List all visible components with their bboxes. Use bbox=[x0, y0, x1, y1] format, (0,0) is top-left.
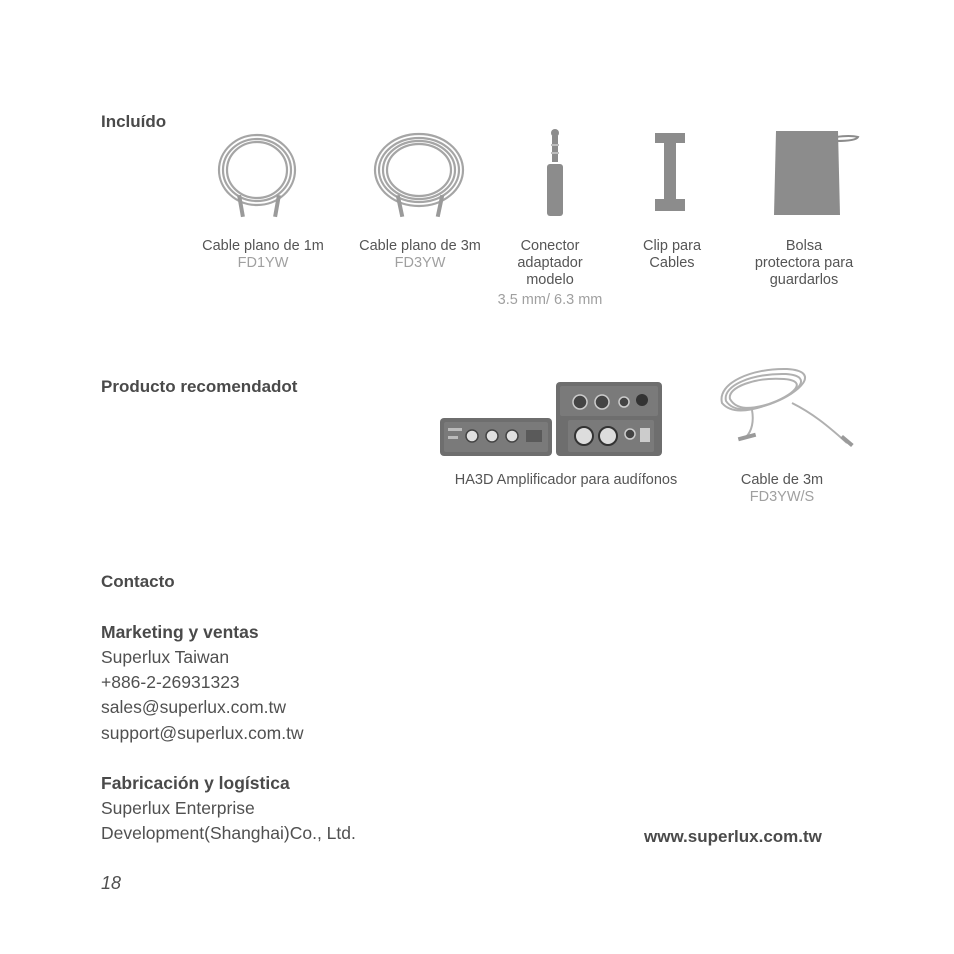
recommended-item-cable bbox=[722, 472, 842, 506]
included-heading: Incluído bbox=[101, 112, 167, 131]
cable-3m-image bbox=[372, 130, 467, 225]
plug-adapter-icon bbox=[543, 128, 567, 218]
included-item-clip bbox=[622, 238, 722, 272]
item-model: FD3YW/S bbox=[749, 489, 815, 505]
item-name: Cable plano de 1m bbox=[202, 238, 324, 254]
item-name-line: Bolsa bbox=[785, 238, 823, 254]
item-name-line: Clip para bbox=[642, 238, 702, 254]
marketing-company: Superlux Taiwan bbox=[101, 647, 230, 667]
manufacturing-company-line-2: Development(Shanghai)Co., Ltd. bbox=[101, 823, 356, 843]
headphone-amplifier-icon bbox=[438, 380, 668, 460]
cable-1m-image bbox=[215, 130, 300, 225]
marketing-sales-email: sales@superlux.com.tw bbox=[101, 697, 287, 717]
manufacturing-company-line-1: Superlux Enterprise bbox=[101, 798, 255, 818]
item-name: Cable de 3m bbox=[740, 472, 824, 488]
item-model: 3.5 mm/ 6.3 mm bbox=[497, 292, 603, 308]
item-name-line: adaptador bbox=[517, 255, 583, 271]
item-name-line: modelo bbox=[526, 272, 574, 288]
page-number: 18 bbox=[101, 873, 122, 893]
item-name-line: guardarlos bbox=[769, 272, 839, 288]
contact-heading: Contacto bbox=[101, 572, 175, 591]
item-name: HA3D Amplificador para audífonos bbox=[454, 472, 678, 488]
included-item-cable-1m bbox=[190, 238, 336, 272]
coiled-cable-image bbox=[712, 363, 857, 448]
included-item-cable-3m bbox=[347, 238, 493, 272]
marketing-heading: Marketing y ventas bbox=[101, 622, 259, 642]
marketing-support-email: support@superlux.com.tw bbox=[101, 723, 304, 743]
manufacturing-heading: Fabricación y logística bbox=[101, 773, 290, 793]
pouch-icon bbox=[770, 127, 862, 219]
item-name-line: Conector bbox=[520, 238, 580, 254]
marketing-phone: +886-2-26931323 bbox=[101, 672, 240, 692]
item-model: FD3YW bbox=[394, 255, 446, 271]
item-name-line: Cables bbox=[649, 255, 695, 271]
recommended-heading: Producto recomendadot bbox=[101, 377, 298, 396]
cable-clip-icon bbox=[655, 133, 687, 213]
recommended-item-amplifier bbox=[430, 472, 702, 489]
website-link[interactable]: www.superlux.com.tw bbox=[644, 827, 822, 846]
included-item-adapter bbox=[480, 238, 620, 309]
item-name: Cable plano de 3m bbox=[359, 238, 481, 254]
item-model: FD1YW bbox=[237, 255, 289, 271]
item-name-line: protectora para bbox=[754, 255, 854, 271]
included-item-pouch bbox=[740, 238, 868, 289]
